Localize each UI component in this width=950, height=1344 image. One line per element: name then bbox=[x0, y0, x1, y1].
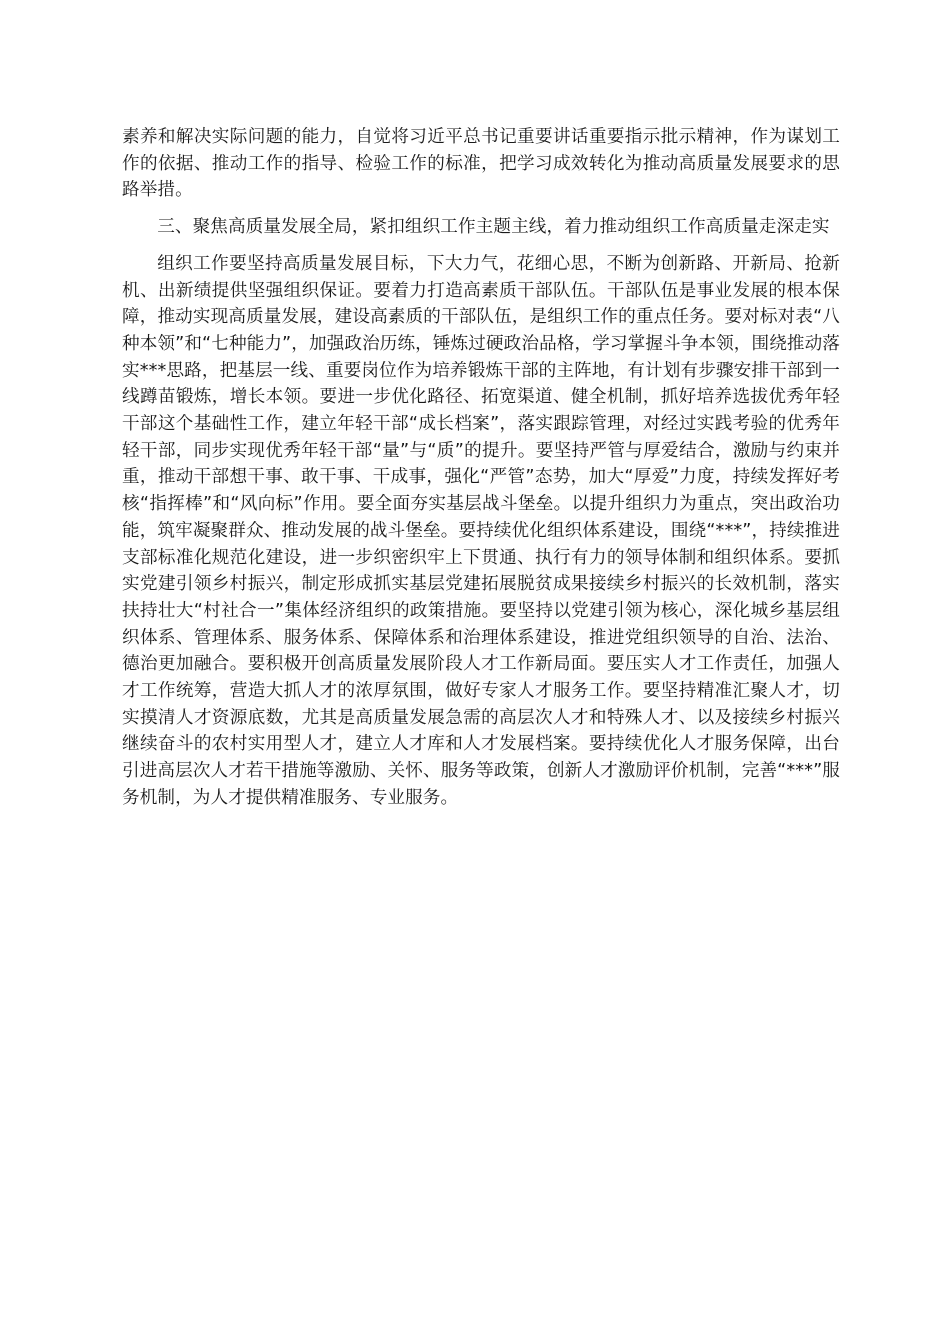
paragraph-organization-work: 组织工作要坚持高质量发展目标，下大力气，花细心思，不断为创新路、开新局、抢新机、出新绩提供坚强组织保证。要着力打造高素质干部队伍。干部队伍是事业发展的根本保障，推动实现高质量发展，建设高素质的干部队伍，是组织工作的重点任务。要对标对表“八种本领”和“七种能力”，加强政治历练，锤炼过硬政治品格，学习掌握斗争本领，围绕推动落实***思路，把基层一线、重要岗位作为培养锻炼干部的主阵地，有计划有步骤安排干部到一线蹲苗锻炼，增长本领。要进一步优化路径、拓宽渠道、健全机制，抓好培养选拔优秀年轻干部这个基础性工作，建立年轻干部“成长档案”，落实跟踪管理，对经过实践考验的优秀年轻干部，同步实现优秀年轻干部“量”与“质”的提升。要坚持严管与厚爱结合，激励与约束并重，推动干部想干事、敢干事、干成事，强化“严管”态势，加大“厚爱”力度，持续发挥好考核“指挥棒”和“风向标”作用。要全面夯实基层战斗堡垒。以提升组织力为重点，突出政治功能，筑牢凝聚群众、推动发展的战斗堡垒。要持续优化组织体系建设，围绕“***”，持续推进支部标准化规范化建设，进一步织密织牢上下贯通、执行有力的领导体制和组织体系。要抓实党建引领乡村振兴，制定形成抓实基层党建拓展脱贫成果接续乡村振兴的长效机制，落实扶持壮大“村社合一”集体经济组织的政策措施。要坚持以党建引领为核心，深化城乡基层组织体系、管理体系、服务体系、保障体系和治理体系建设，推进党组织领导的自治、法治、德治更加融合。要积极开创高质量发展阶段人才工作新局面。要压实人才工作责任，加强人才工作统筹，营造大抓人才的浓厚氛围，做好专家人才服务工作。要坚持精准汇聚人才，切实摸清人才资源底数，尤其是高质量发展急需的高层次人才和特殊人才、以及接续乡村振兴继续奋斗的农村实用型人才，建立人才库和人才发展档案。要持续优化人才服务保障，出台引进高层次人才若干措施等激励、关怀、服务等政策，创新人才激励评价机制，完善“***”服务机制，为人才提供精准服务、专业服务。 bbox=[122, 253, 840, 808]
section-heading-three: 三、聚焦高质量发展全局，紧扣组织工作主题主线，着力推动组织工作高质量走深走实 bbox=[157, 217, 830, 238]
document-body bbox=[122, 124, 840, 812]
paragraph-continuation: 素养和解决实际问题的能力，自觉将习近平总书记重要讲话重要指示批示精神，作为谋划工作的依据、推动工作的指导、检验工作的标准，把学习成效转化为推动高质量发展要求的思路举措。 bbox=[122, 127, 840, 201]
